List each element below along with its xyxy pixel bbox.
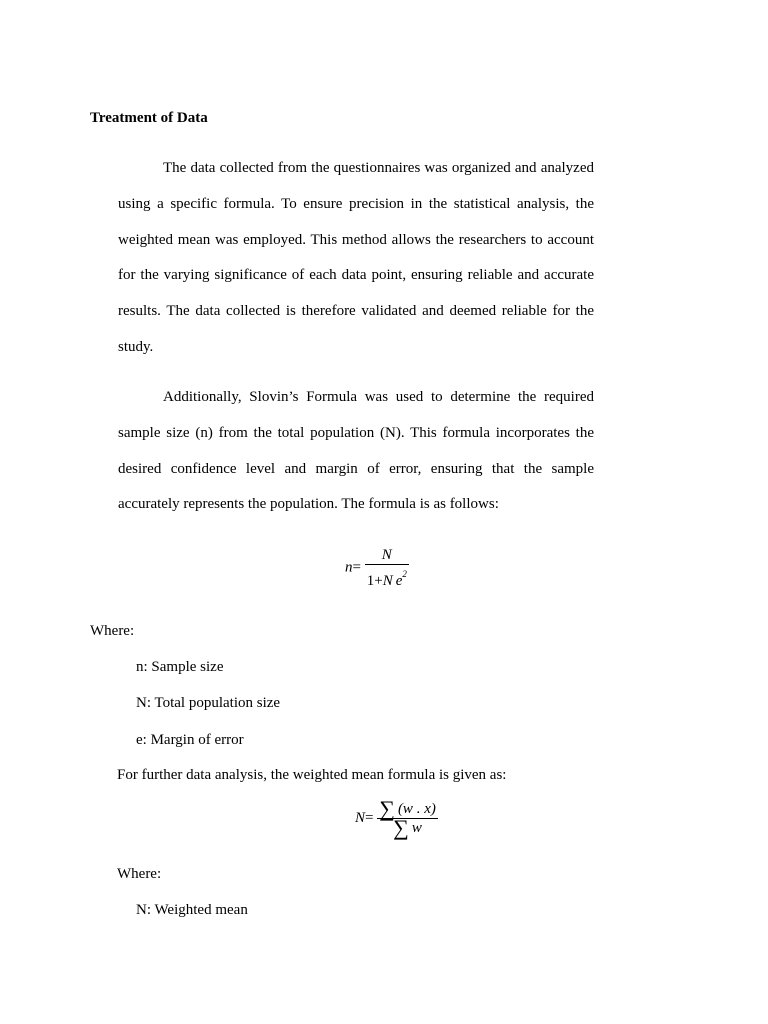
- where-label: Where:: [90, 623, 135, 639]
- formula-denominator: [365, 565, 409, 590]
- paragraph-slovin: Additionally, Slovin’s Formula was used to determine the required sample size (n) from the total population (N). This formula incorporates the desired confidence level and margin of error, ensuring that the sample accurately represents the population. The formula is as follows:: [118, 389, 594, 513]
- weighted-mean-formula: [355, 796, 438, 840]
- where-label: Where:: [117, 866, 162, 882]
- formula-equals: =: [352, 559, 361, 576]
- formula-lhs-N: N: [355, 809, 366, 826]
- formula-denominator: [377, 815, 438, 840]
- weighted-mean-intro: For further data analysis, the weighted mean formula is given as:: [117, 767, 507, 783]
- definition-item: n: Sample size: [136, 659, 224, 675]
- formula-fraction: [365, 546, 409, 590]
- formula-equals: =: [365, 809, 374, 826]
- den-one: 1: [366, 573, 375, 589]
- formula-fraction: [377, 796, 438, 840]
- definition-item: N: Weighted mean: [136, 902, 248, 918]
- paragraph-data-collection: The data collected from the questionnaires was organized and analyzed using a specific formula. To ensure precision in the statistical analysis, the weighted mean was employed. This method allows the researchers to account for the varying significance of each data point, ensuring reliable and accurate results. The data collected is therefore validated and deemed reliable for the study.: [118, 160, 594, 355]
- formula-numerator: N: [365, 546, 409, 565]
- den-plus: +: [374, 573, 383, 589]
- den-e: e: [395, 573, 403, 589]
- den-N: N: [382, 573, 393, 589]
- denominator-body: w: [411, 820, 422, 836]
- sigma-icon: ∑: [393, 815, 409, 840]
- sigma-icon: ∑: [379, 796, 395, 821]
- section-heading: Treatment of Data: [90, 110, 208, 126]
- formula-lhs-n: n: [345, 559, 353, 576]
- slovin-formula: [345, 546, 409, 590]
- den-exponent: 2: [402, 569, 407, 579]
- numerator-body: (w . x): [397, 801, 436, 817]
- definition-item: N: Total population size: [136, 695, 281, 711]
- definition-item: e: Margin of error: [136, 732, 244, 748]
